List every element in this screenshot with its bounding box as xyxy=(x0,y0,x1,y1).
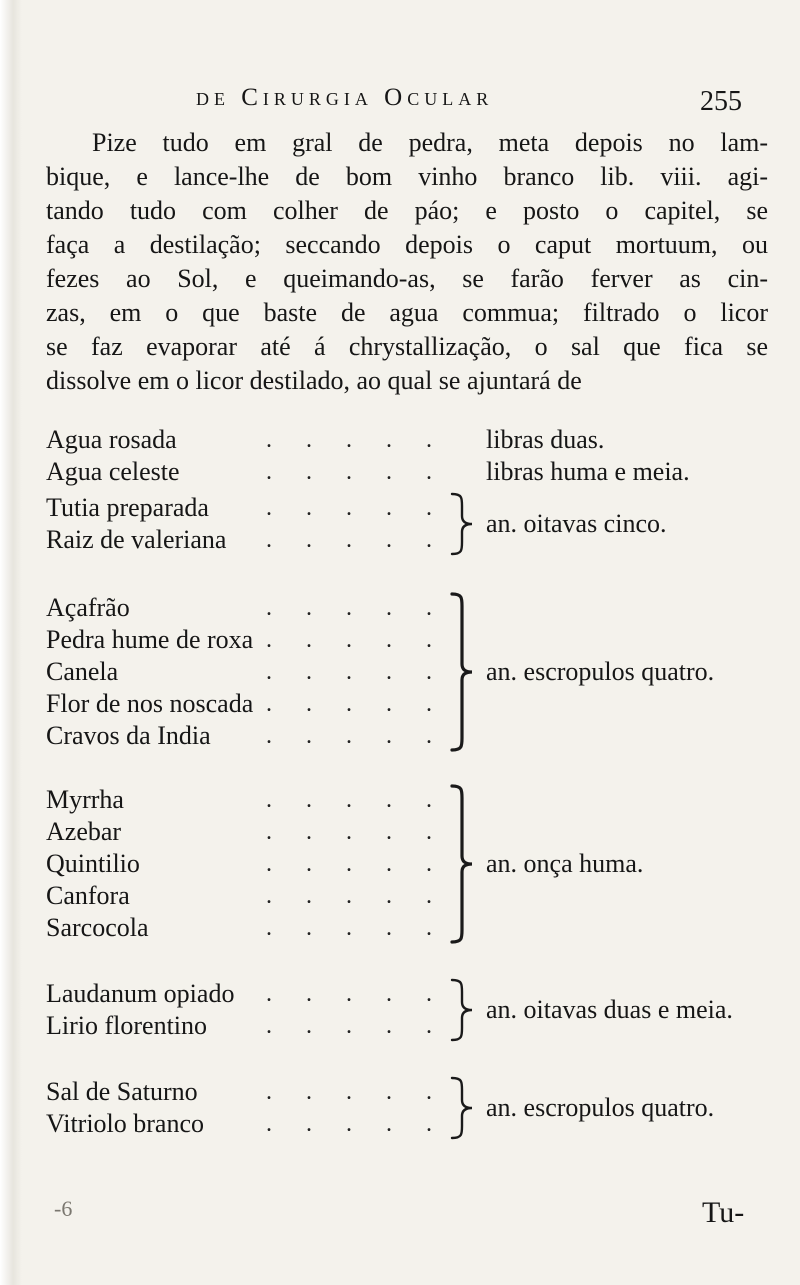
paragraph-line: tando tudo com colher de páo; e posto o capitel, se xyxy=(46,196,768,225)
body-paragraph xyxy=(46,126,768,398)
leader-dots: . . . . . xyxy=(266,691,446,717)
ingredient-row xyxy=(46,880,786,912)
brace-stroke xyxy=(452,594,472,750)
dosage-text: an. oitavas cinco. xyxy=(486,509,667,538)
dosage-text: an. escropulos quatro. xyxy=(486,657,715,686)
paragraph-line: bique, e lance-lhe de bom vinho branco lib. viii. agi- xyxy=(46,162,768,191)
brace-icon xyxy=(448,492,474,556)
ingredient-row xyxy=(46,848,786,880)
leader-dots: . . . . . xyxy=(266,495,446,521)
leader-dots: . . . . . xyxy=(266,595,446,621)
leader-dots: . . . . . xyxy=(266,1079,446,1105)
leader-dots: . . . . . xyxy=(266,1111,446,1137)
leader-dots: . . . . . xyxy=(266,1013,446,1039)
ingredient-name: Canela xyxy=(46,657,119,686)
ingredient-row xyxy=(46,720,786,752)
leader-dots: . . . . . xyxy=(266,915,446,941)
ingredient-row xyxy=(46,816,786,848)
ingredient-name: Sal de Saturno xyxy=(46,1077,198,1106)
ingredient-name: Quintilio xyxy=(46,849,140,878)
leader-dots: . . . . . xyxy=(266,659,446,685)
dosage-text: an. escropulos quatro. xyxy=(486,1093,715,1122)
dosage-text: an. oitavas duas e meia. xyxy=(486,995,733,1024)
leader-dots: . . . . . xyxy=(266,527,446,553)
ingredient-row xyxy=(46,912,786,944)
leader-dots: . . . . . xyxy=(266,851,446,877)
paragraph-line: fezes ao Sol, e queimando-as, se farão ferver as cin- xyxy=(46,264,768,293)
ingredient-name: Agua celeste xyxy=(46,457,180,486)
leader-dots: . . . . . xyxy=(266,819,446,845)
ingredient-name: Myrrha xyxy=(46,785,124,814)
paragraph-line: Pize tudo em gral de pedra, meta depois no lam- xyxy=(92,128,768,157)
leader-dots: . . . . . xyxy=(266,459,446,485)
running-title: de Cirurgia Ocular xyxy=(196,84,494,111)
ingredient-name: Laudanum opiado xyxy=(46,979,235,1008)
leader-dots: . . . . . xyxy=(266,627,446,653)
brace-icon xyxy=(448,978,474,1042)
leader-dots: . . . . . xyxy=(266,981,446,1007)
ingredient-row xyxy=(46,492,786,524)
page-gutter-edge xyxy=(0,0,22,1285)
ingredient-name: Açafrão xyxy=(46,593,130,622)
ingredient-name: Lirio florentino xyxy=(46,1011,208,1040)
leader-dots: . . . . . xyxy=(266,427,446,453)
ingredient-name: Flor de nos noscada xyxy=(46,689,254,718)
paragraph-line: faça a destilação; seccando depois o caput mortuum, ou xyxy=(46,230,768,259)
leader-dots: . . . . . xyxy=(266,883,446,909)
brace-icon xyxy=(448,784,474,944)
ingredient-name: Raiz de valeriana xyxy=(46,525,227,554)
brace-stroke xyxy=(452,494,472,554)
ingredient-name: Agua rosada xyxy=(46,425,177,454)
leader-dots: . . . . . xyxy=(266,787,446,813)
paragraph-line: zas, em o que baste de agua commua; filtrado o licor xyxy=(46,298,768,327)
brace-stroke xyxy=(452,786,472,942)
page-number: 255 xyxy=(700,86,742,117)
ingredient-name: Vitriolo branco xyxy=(46,1109,205,1138)
paragraph-line: dissolve em o licor destilado, ao qual se ajuntará de xyxy=(46,366,582,395)
ingredient-name: Cravos da India xyxy=(46,721,211,750)
paragraph-line: se faz evaporar até á chrystallização, o sal que fica se xyxy=(46,332,768,361)
ingredient-row xyxy=(46,784,786,816)
ingredient-row xyxy=(46,688,786,720)
brace-icon xyxy=(448,1076,474,1140)
dosage-text: libras huma e meia. xyxy=(486,457,690,486)
dosage-text: libras duas. xyxy=(486,425,605,454)
ingredient-row xyxy=(46,424,786,456)
ingredient-name: Azebar xyxy=(46,817,122,846)
brace-stroke xyxy=(452,1078,472,1138)
ingredient-name: Canfora xyxy=(46,881,130,910)
ingredient-row xyxy=(46,524,786,556)
brace-stroke xyxy=(452,980,472,1040)
catchword: Tu- xyxy=(702,1196,745,1229)
dosage-text: an. onça huma. xyxy=(486,849,644,878)
running-header xyxy=(0,84,800,124)
leader-dots: . . . . . xyxy=(266,723,446,749)
ingredient-name: Pedra hume de roxa xyxy=(46,625,254,654)
signature-mark: -6 xyxy=(54,1196,73,1221)
ingredient-row xyxy=(46,592,786,624)
ingredient-row xyxy=(46,624,786,656)
brace-icon xyxy=(448,592,474,752)
ingredient-name: Tutia preparada xyxy=(46,493,209,522)
ingredient-name: Sarcocola xyxy=(46,913,149,942)
